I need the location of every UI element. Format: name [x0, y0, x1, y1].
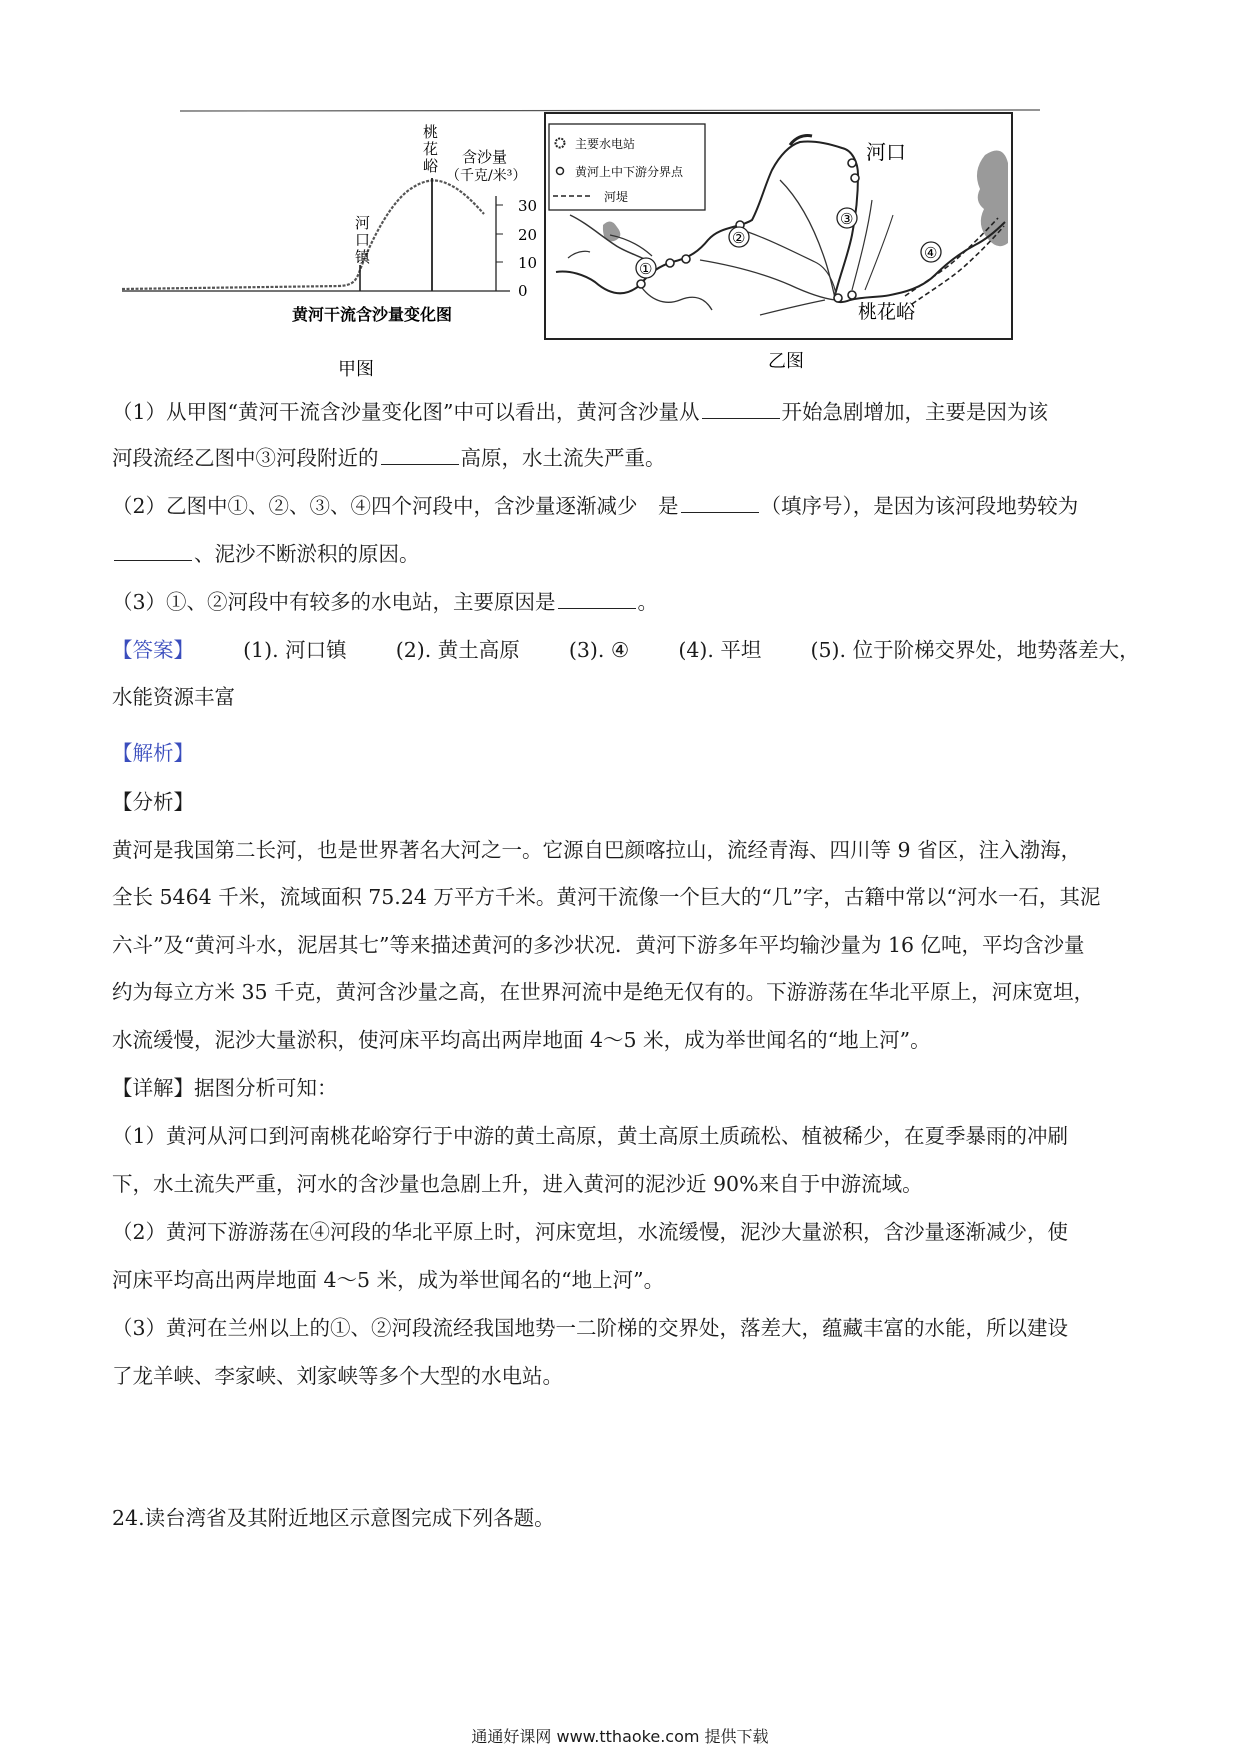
segment-label: ①: [639, 260, 653, 278]
answer-blank: [702, 400, 780, 419]
caption-jia: 甲图: [338, 359, 374, 380]
analysis-line: 水流缓慢，泥沙大量淤积，使河床平均高出两岸地面 4～5 米，成为举世闻名的“地上河”。: [112, 1028, 931, 1052]
hydro-station: [834, 294, 842, 302]
q1-text: 开始急剧增加，主要是因为该: [781, 400, 1049, 424]
answer-item: (4). 平坦: [678, 638, 762, 662]
question-24: 24.读台湾省及其附近地区示意图完成下列各题。: [112, 1506, 555, 1530]
y-tick-label: 30: [518, 197, 538, 215]
tributary: [780, 180, 835, 298]
question-3: [112, 590, 1132, 614]
answer-line: [112, 638, 1140, 662]
y-tick-label: 0: [518, 282, 528, 300]
analysis-line: 六斗”及“黄河斗水，泥居其七”等来描述黄河的多沙状况．黄河下游多年平均输沙量为 16 亿吨，平均含沙量: [112, 933, 1085, 957]
question-2-line-2: [112, 542, 1132, 566]
chart-jia: [122, 123, 537, 380]
answer-blank: [558, 590, 636, 609]
analysis-line: 全长 5464 千米，流域面积 75.24 万平方千米。黄河干流像一个巨大的“几”字，古籍中常以“河水一石，其泥: [112, 885, 1101, 909]
legend-item: 主要水电站: [575, 137, 636, 151]
q1-text: 河段流经乙图中③河段附近的: [112, 446, 379, 470]
answer-label: 【答案】: [112, 638, 194, 662]
tributary: [568, 251, 590, 258]
answer-item: (2). 黄土高原: [395, 638, 520, 662]
y-axis-unit: （千克/米³）: [446, 168, 527, 184]
q3-text: 。: [637, 590, 659, 614]
page-footer: 通通好课网 www.tthaoke.com 提供下载: [471, 1727, 769, 1746]
boundary-point: [848, 159, 856, 167]
river-bend: [790, 135, 812, 145]
hekouzhen-label: 河 口 镇: [355, 214, 371, 266]
y-tick-label: 20: [518, 226, 538, 244]
boundary-legend-icon: [557, 168, 564, 175]
answer-blank: [381, 446, 459, 465]
segment-label: ④: [924, 244, 938, 262]
q2-text: 、泥沙不断淤积的原因。: [194, 542, 420, 566]
y-axis-label: 含沙量: [462, 148, 508, 166]
figures: [0, 0, 1240, 380]
xiangjie-label: 【详解】: [112, 1076, 194, 1100]
tributary: [760, 300, 825, 315]
question-1-line-2: [112, 446, 1132, 470]
chart-title: 黄河干流含沙量变化图: [292, 305, 453, 324]
hydro-station: [666, 259, 674, 267]
tributary: [700, 260, 835, 300]
q1-text: 高原，水土流失严重。: [460, 446, 666, 470]
segment-label: ③: [840, 210, 854, 228]
q1-text: （1）从甲图“黄河干流含沙量变化图”中可以看出，黄河含沙量从: [112, 400, 700, 424]
hydro-station: [637, 280, 645, 288]
legend-item: 河堤: [604, 190, 629, 204]
detail-line: 河床平均高出两岸地面 4～5 米，成为举世闻名的“地上河”。: [112, 1268, 665, 1292]
q2-text: （填序号），是因为该河段地势较为: [760, 494, 1079, 518]
answer-blank: [114, 542, 192, 561]
segment-labels: [636, 208, 941, 278]
detail-line: 了龙羊峡、李家峡、刘家峡等多个大型的水电站。: [112, 1364, 563, 1388]
detail-heading: [112, 1076, 1132, 1100]
q2-text: （2）乙图中①、②、③、④四个河段中，含沙量逐渐减少 是: [112, 494, 679, 518]
map-label-taohuayu: 桃花峪: [858, 301, 916, 323]
detail-line: （3）黄河在兰州以上的①、②河段流经我国地势一二阶梯的交界处，落差大，蕴藏丰富的水能，所以建设: [112, 1316, 1069, 1340]
detail-line: （2）黄河下游游荡在④河段的华北平原上时，河床宽坦，水流缓慢，泥沙大量淤积，含沙量逐渐减少，使: [112, 1220, 1069, 1244]
analysis-line: 黄河是我国第二长河，也是世界著名大河之一。它源自巴颜喀拉山，流经青海、四川等 9 省区，注入渤海，: [112, 838, 1082, 862]
map-yi: [545, 113, 1012, 339]
hydro-station: [682, 255, 690, 263]
segment-label: ②: [732, 229, 746, 247]
detail-line: 下，水土流失严重，河水的含沙量也急剧上升，进入黄河的泥沙近 90%来自于中游流域。: [112, 1172, 923, 1196]
answer-item: (5). 位于阶梯交界处，地势落差大，: [810, 638, 1140, 662]
map-label-hekou: 河口: [866, 140, 906, 164]
tributary: [865, 215, 893, 290]
q3-text: （3）①、②河段中有较多的水电站，主要原因是: [112, 590, 556, 614]
question-2-line-1: [112, 494, 1132, 518]
y-tick-label: 10: [518, 254, 538, 272]
analysis-line: 约为每立方米 35 千克，黄河含沙量之高，在世界河流中是绝无仅有的。下游游荡在华北平原上，河床宽坦，: [112, 980, 1095, 1004]
figure-svg: [0, 0, 1240, 380]
detail-line: （1）黄河从河口到河南桃花峪穿行于中游的黄土高原，黄土高原土质疏松、植被稀少，在夏季暴雨的冲刷: [112, 1124, 1069, 1148]
caption-yi: 乙图: [768, 351, 804, 372]
taohuayu-label: 桃 花 峪: [423, 123, 439, 175]
sea-shape: [977, 151, 1008, 247]
sediment-line: [122, 181, 484, 289]
tributary: [640, 285, 712, 310]
hydro-station: [851, 174, 859, 182]
answer-continuation: 水能资源丰富: [112, 685, 235, 709]
legend-item: 黄河上中下游分界点: [575, 165, 684, 179]
boundary-point: [848, 291, 856, 299]
answer-blank: [681, 494, 759, 513]
question-1-line-1: [112, 400, 1132, 424]
jiexi-label: 【解析】: [112, 741, 194, 765]
answer-item: (3). ④: [568, 638, 630, 662]
xiangjie-intro: 据图分析可知：: [194, 1076, 338, 1100]
answer-item: (1). 河口镇: [243, 638, 347, 662]
fenxi-label: 【分析】: [112, 790, 194, 814]
